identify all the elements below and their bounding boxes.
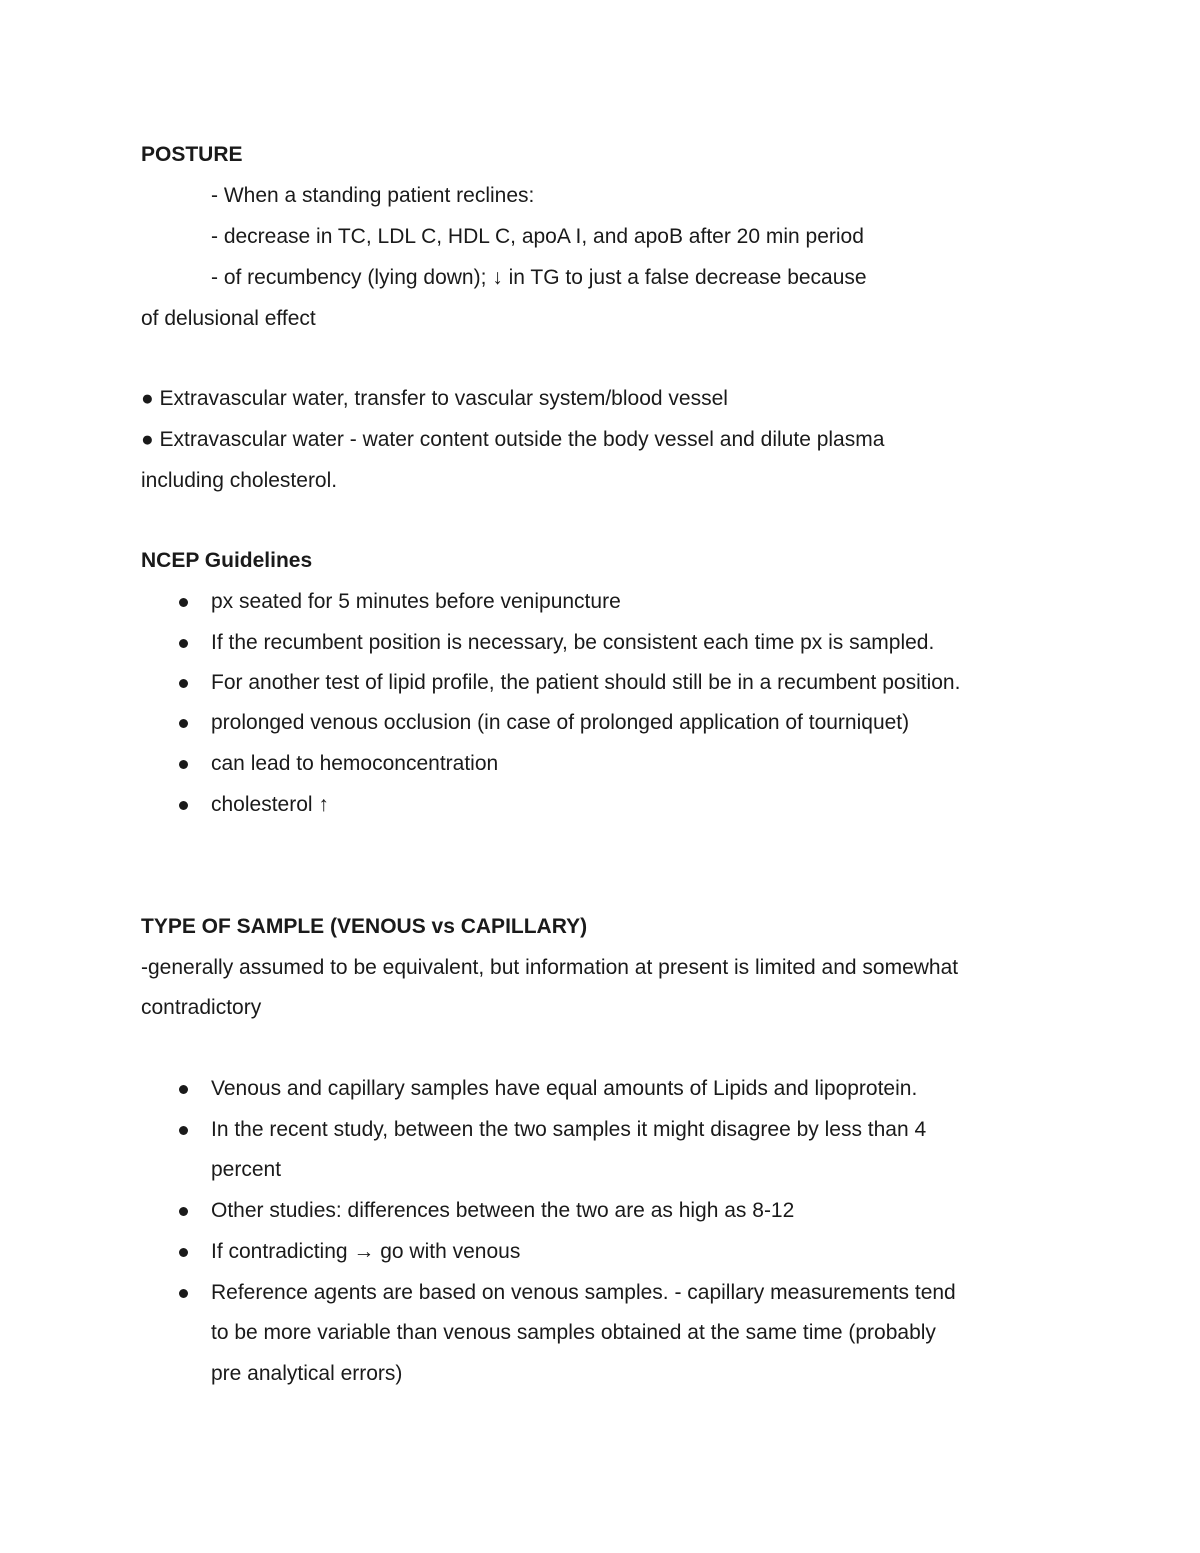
bullet-icon <box>179 1289 188 1298</box>
sample-item-continued: pre analytical errors) <box>211 1362 403 1385</box>
posture-note: ● Extravascular water, transfer to vascular system/blood vessel <box>141 387 728 410</box>
bullet-icon <box>179 598 188 607</box>
ncep-heading: NCEP Guidelines <box>141 549 313 572</box>
sample-item-continued: to be more variable than venous samples obtained at the same time (probably <box>211 1321 936 1344</box>
sample-heading: TYPE OF SAMPLE (VENOUS vs CAPILLARY) <box>141 915 588 938</box>
ncep-item: px seated for 5 minutes before venipuncture <box>211 590 621 613</box>
bullet-icon <box>179 1207 188 1216</box>
bullet-icon <box>179 801 188 810</box>
posture-note: ● Extravascular water - water content outside the body vessel and dilute plasma <box>141 428 885 451</box>
bullet-icon <box>179 719 188 728</box>
posture-note: including cholesterol. <box>141 469 338 492</box>
ncep-item: prolonged venous occlusion (in case of prolonged application of tourniquet) <box>211 711 910 734</box>
sample-item: Other studies: differences between the two are as high as 8-12 <box>211 1199 795 1222</box>
sample-intro: -generally assumed to be equivalent, but information at present is limited and somewhat <box>141 956 959 979</box>
ncep-item: can lead to hemoconcentration <box>211 752 499 775</box>
sample-item: If contradicting → go with venous <box>211 1240 521 1263</box>
ncep-item: cholesterol ↑ <box>211 793 329 816</box>
posture-line: - When a standing patient reclines: <box>211 184 535 207</box>
bullet-icon <box>179 1126 188 1135</box>
bullet-icon <box>179 1248 188 1257</box>
bullet-icon <box>179 679 188 688</box>
posture-line: - decrease in TC, LDL C, HDL C, apoA I, and apoB after 20 min period <box>211 225 864 248</box>
sample-item: Reference agents are based on venous samples. - capillary measurements tend <box>211 1281 956 1304</box>
bullet-icon <box>179 1085 188 1094</box>
posture-heading: POSTURE <box>141 143 243 166</box>
sample-intro: contradictory <box>141 996 262 1019</box>
ncep-item: For another test of lipid profile, the patient should still be in a recumbent position. <box>211 671 961 694</box>
bullet-icon <box>179 639 188 648</box>
bullet-icon <box>179 760 188 769</box>
sample-item: In the recent study, between the two samples it might disagree by less than 4 <box>211 1118 927 1141</box>
sample-item-continued: percent <box>211 1158 282 1181</box>
sample-item: Venous and capillary samples have equal amounts of Lipids and lipoprotein. <box>211 1077 918 1100</box>
posture-line: of delusional effect <box>141 307 316 330</box>
ncep-item: If the recumbent position is necessary, be consistent each time px is sampled. <box>211 631 935 654</box>
posture-line: - of recumbency (lying down); ↓ in TG to just a false decrease because <box>211 266 867 289</box>
